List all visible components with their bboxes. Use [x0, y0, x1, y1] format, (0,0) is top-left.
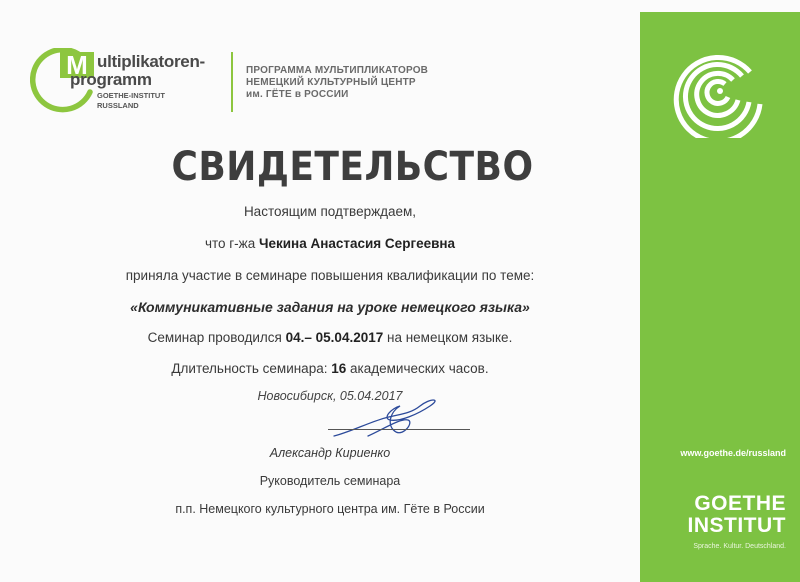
- confirm-line: Настоящим подтверждаем,: [243, 204, 417, 219]
- duration-prefix: Длительность семинара:: [171, 361, 328, 376]
- goethe-brand-line2: INSTITUT: [687, 514, 786, 537]
- held-prefix: Семинар проводился: [147, 330, 282, 345]
- logo-subtitle-country: RUSSLAND: [97, 101, 139, 110]
- name-prefix: что г-жа: [204, 236, 256, 251]
- goethe-url: www.goethe.de/russland: [680, 448, 786, 458]
- signer-organization: п.п. Немецкого культурного центра им. Гёте в России: [175, 502, 485, 516]
- signature-line: [328, 429, 470, 430]
- signature-icon: [330, 392, 450, 442]
- signer-role: Руководитель семинара: [259, 474, 401, 488]
- logo-divider: [231, 52, 233, 112]
- logo-subtitle-institute: GOETHE-INSTITUT: [97, 91, 165, 100]
- participant-name: Чекина Анастасия Сергеевна: [259, 236, 456, 251]
- place-date: Новосибирск, 05.04.2017: [257, 389, 403, 403]
- goethe-slogan: Sprache. Kultur. Deutschland.: [693, 543, 786, 550]
- goethe-brand-line1: GOETHE: [694, 492, 786, 515]
- program-line-3: им. ГЁТЕ в РОССИИ: [246, 89, 349, 100]
- signer-name: Александр Кириенко: [269, 446, 391, 460]
- held-line: [60, 330, 600, 345]
- program-line-2: НЕМЕЦКИЙ КУЛЬТУРНЫЙ ЦЕНТР: [246, 77, 416, 88]
- duration-suffix: академических часов.: [350, 361, 489, 376]
- name-line: [60, 236, 600, 251]
- program-line-1: ПРОГРАММА МУЛЬТИПЛИКАТОРОВ: [246, 65, 429, 76]
- multiplikatoren-logo: [30, 48, 235, 120]
- held-dates: 04.– 05.04.2017: [285, 330, 384, 345]
- logo-text-line2: programm: [70, 70, 152, 89]
- duration-line: [60, 361, 600, 376]
- goethe-spiral-icon: [672, 42, 768, 138]
- goethe-green-panel: [640, 12, 800, 582]
- logo-text-line1: ultiplikatoren-: [97, 52, 205, 71]
- program-heading: [246, 65, 428, 101]
- duration-hours: 16: [331, 361, 347, 376]
- participation-line: приняла участие в семинаре повышения квалификации по теме:: [125, 268, 535, 283]
- held-suffix: на немецком языке.: [387, 330, 513, 345]
- svg-text:M: M: [66, 50, 88, 80]
- seminar-topic: «Коммуникативные задания на уроке немецкого языка»: [130, 299, 530, 315]
- certificate-title: СВИДЕТЕЛЬСТВО: [171, 144, 534, 190]
